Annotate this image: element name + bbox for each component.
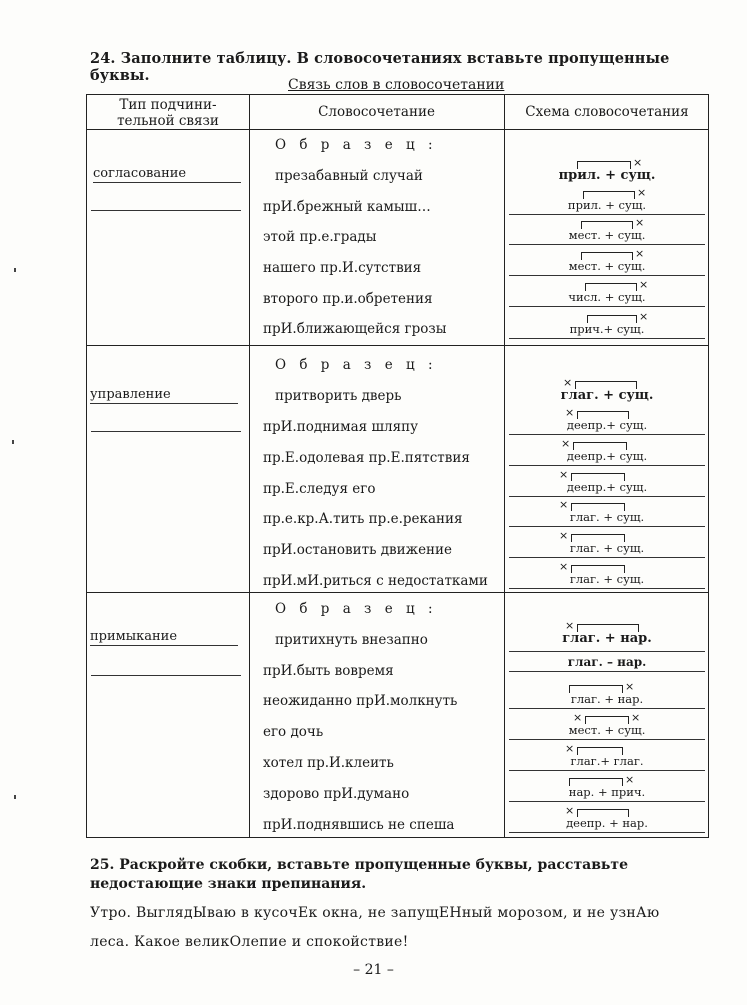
scheme-answer[interactable] [507, 310, 707, 339]
scheme-answer[interactable] [507, 560, 707, 589]
header-type [87, 97, 249, 131]
scheme-text: прил. + сущ. [567, 198, 647, 212]
phrase-row[interactable]: нашего пр.И.сутствия [263, 260, 422, 276]
scan-speck [12, 440, 14, 444]
phrase-row[interactable]: прИ.ближающейся грозы [263, 321, 447, 337]
sample-label: О б р а з е ц : [275, 137, 438, 153]
answer-line [509, 770, 705, 771]
type-answer-line[interactable] [91, 406, 241, 432]
section-government [87, 345, 710, 592]
head-mark: × [559, 560, 569, 573]
scheme-answer[interactable] [507, 468, 707, 497]
phrase-row[interactable]: второго пр.и.обретения [263, 291, 433, 307]
phrase-sample: презабавный случай [275, 168, 423, 184]
scheme-answer[interactable] [507, 278, 707, 307]
exercise-table [86, 94, 709, 838]
scheme-sample [507, 619, 707, 648]
section-agreement [87, 129, 710, 345]
scheme-text: деепр.+ сущ. [566, 418, 648, 432]
scheme-text: глаг. + нар. [570, 692, 644, 706]
head-mark: × [625, 680, 635, 693]
scheme-answer[interactable] [507, 773, 707, 802]
phrase-row[interactable]: прИ.быть вовремя [263, 663, 394, 679]
scheme-text: глаг. + сущ. [569, 572, 645, 586]
phrase-row[interactable]: пр.Е.следуя его [263, 481, 376, 497]
scheme-text: мест. + сущ. [568, 259, 646, 273]
scheme-text: глаг.+ глаг. [570, 754, 644, 768]
head-mark: × [559, 529, 569, 542]
answer-line [509, 708, 705, 709]
scheme-answer[interactable] [507, 247, 707, 276]
head-mark: × [565, 619, 575, 632]
type-answer-field[interactable]: согласование [93, 165, 241, 183]
answer-line [509, 651, 705, 652]
answer-line [509, 214, 705, 215]
head-mark: × [639, 278, 649, 291]
scheme-text: нар. + прич. [568, 785, 646, 799]
scheme-answer[interactable] [507, 680, 707, 709]
scheme-sample [507, 156, 707, 185]
scheme-text: деепр.+ сущ. [566, 449, 648, 463]
head-mark: × [635, 216, 645, 229]
answer-line [509, 338, 705, 339]
scheme-answer[interactable] [507, 186, 707, 215]
type-answer-line[interactable] [91, 185, 241, 211]
scheme-answer[interactable] [507, 804, 707, 833]
scheme-text: прил. + сущ. [558, 168, 656, 183]
scan-speck [14, 795, 16, 799]
answer-line [509, 496, 705, 497]
task-25-title: 25. Раскройте скобки, вставьте пропущенные буквы, расставьте недостающие знаки препинания. [90, 857, 629, 892]
task-25-text-line[interactable]: леса. Какое великОлепие и спокойствие! [90, 934, 409, 950]
answer-line [509, 739, 705, 740]
phrase-row[interactable]: этой пр.е.грады [263, 229, 377, 245]
head-mark: × [563, 376, 573, 389]
answer-line [509, 465, 705, 466]
scheme-answer[interactable] [507, 437, 707, 466]
answer-line [509, 832, 705, 833]
task-24-title: 24. Заполните таблицу. В словосочетаниях вставьте пропущенные буквы. [90, 50, 670, 84]
scheme-answer[interactable] [507, 742, 707, 771]
phrase-row[interactable]: пр.е.кр.А.тить пр.е.рекания [263, 511, 463, 527]
scheme-text: числ. + сущ. [568, 290, 646, 304]
scheme-answer[interactable] [507, 529, 707, 558]
head-mark: × [565, 742, 575, 755]
task-25-text-line[interactable]: Утро. ВыглядЫваю в кусочЕк окна, не запущЕНный морозом, и не узнАю [90, 905, 660, 921]
head-mark: × [631, 711, 641, 724]
answer-line [509, 588, 705, 589]
phrase-row[interactable]: хотел пр.И.клеить [263, 755, 394, 771]
phrase-row[interactable]: прИ.поднимая шляпу [263, 419, 419, 435]
scheme-answer[interactable] [507, 648, 707, 672]
scheme-text: глаг. + нар. [562, 631, 652, 646]
head-mark: × [565, 804, 575, 817]
answer-line [509, 557, 705, 558]
sample-label: О б р а з е ц : [275, 601, 438, 617]
page-number: – 21 – [353, 962, 394, 978]
table-caption: Связь слов в словосочетании [288, 77, 505, 93]
scheme-answer[interactable] [507, 406, 707, 435]
scheme-text: мест. + сущ. [568, 723, 646, 737]
scheme-text: деепр. + нар. [566, 816, 648, 830]
phrase-row[interactable]: здорово прИ.думано [263, 786, 410, 802]
scan-speck [14, 268, 16, 272]
phrase-row[interactable]: неожиданно прИ.молкнуть [263, 693, 458, 709]
head-mark: × [633, 156, 643, 169]
head-mark: × [565, 406, 575, 419]
answer-line [509, 526, 705, 527]
head-mark: × [573, 711, 583, 724]
type-answer-line[interactable] [91, 650, 241, 676]
head-mark: × [635, 247, 645, 260]
answer-line [509, 434, 705, 435]
head-mark: × [625, 773, 635, 786]
head-mark: × [559, 468, 569, 481]
scheme-text: глаг. + сущ. [569, 510, 645, 524]
scheme-answer[interactable] [507, 216, 707, 245]
header-phrase: Словосочетание [318, 104, 435, 120]
header-type-text: Тип подчини- тельной связи [117, 97, 219, 129]
scheme-text: глаг. + сущ. [560, 388, 654, 403]
answer-line [509, 275, 705, 276]
scheme-text: глаг. – нар. [567, 655, 647, 669]
scheme-answer[interactable] [507, 711, 707, 740]
scheme-text: деепр.+ сущ. [566, 480, 648, 494]
phrase-row[interactable]: пр.Е.одолевая пр.Е.пятствия [263, 450, 470, 466]
phrase-row[interactable]: прИ.остановить движение [263, 542, 453, 558]
scheme-sample [507, 376, 707, 405]
answer-line [509, 244, 705, 245]
head-mark: × [561, 437, 571, 450]
scheme-text: прич.+ сущ. [569, 322, 645, 336]
head-mark: × [639, 310, 649, 323]
phrase-row[interactable]: прИ.брежный камыш… [263, 199, 431, 215]
phrase-row[interactable]: его дочь [263, 724, 324, 740]
scheme-answer[interactable] [507, 498, 707, 527]
phrase-sample: притворить дверь [275, 388, 402, 404]
scheme-text: мест. + сущ. [568, 228, 646, 242]
answer-line [509, 306, 705, 307]
head-mark: × [637, 186, 647, 199]
sample-label: О б р а з е ц : [275, 357, 438, 373]
answer-line [509, 671, 705, 672]
head-mark: × [559, 498, 569, 511]
type-answer-field[interactable]: управление [90, 386, 238, 404]
scheme-text: глаг. + сущ. [569, 541, 645, 555]
header-scheme: Схема словосочетания [525, 104, 689, 120]
phrase-row[interactable]: прИ.поднявшись не спеша [263, 817, 455, 833]
section-adjoining [87, 592, 710, 839]
phrase-sample: притихнуть внезапно [275, 632, 428, 648]
phrase-row[interactable]: прИ.мИ.риться с недостатками [263, 573, 488, 589]
type-answer-field[interactable]: примыкание [90, 628, 238, 646]
answer-line [509, 801, 705, 802]
